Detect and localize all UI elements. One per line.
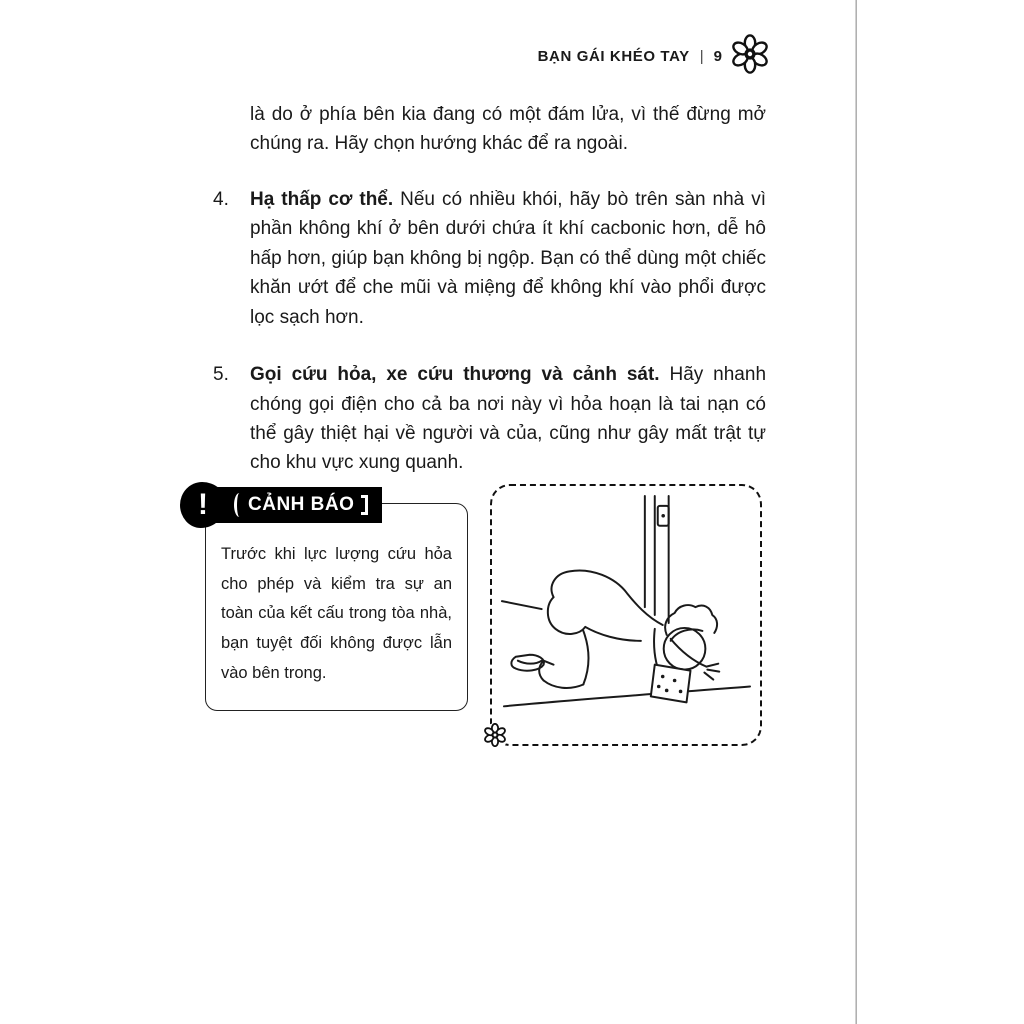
warning-banner bbox=[198, 487, 382, 523]
flower-icon bbox=[730, 34, 770, 79]
warning-box bbox=[198, 488, 468, 711]
page-header bbox=[538, 34, 770, 79]
intro-paragraph: là do ở phía bên kia đang có một đám lửa, vì thế đừng mở chúng ra. Hãy chọn hướng khác để ra ngoài. bbox=[250, 104, 766, 155]
list-item-body: Hãy nhanh chóng gọi điện cho cả ba nơi này vì hỏa hoạn là tai nạn có thể gây thiệt hại về người và của, cũng như gây mất trật tự cho khu vực xung quanh. bbox=[250, 364, 767, 474]
list-item bbox=[213, 185, 766, 332]
list-item-body: Nếu có nhiều khói, hãy bò trên sàn nhà vì phần không khí ở bên dưới chứa ít khí cacbonic hơn, dễ hô hấp hơn, giúp bạn không bị ngộp. Bạn có thể dùng một chiếc khăn ướt để che mũi và miệng để không khí vào phổi được lọc sạch hơn. bbox=[250, 188, 766, 328]
warning-title: CẢNH BÁO bbox=[248, 494, 355, 515]
crawling-person-illustration bbox=[496, 490, 756, 740]
flower-icon bbox=[483, 723, 507, 752]
illustration-frame bbox=[490, 484, 762, 746]
exclamation-icon bbox=[180, 482, 226, 528]
header-separator: | bbox=[699, 48, 704, 65]
list-item-lead: Gọi cứu hỏa, xe cứu thương và cảnh sát. bbox=[250, 364, 660, 386]
list-item-text bbox=[250, 360, 766, 478]
banner-paren-icon bbox=[234, 493, 243, 517]
list-number: 5. bbox=[213, 364, 229, 386]
page-edge-line bbox=[855, 0, 857, 1024]
page-content bbox=[213, 100, 766, 506]
page-number: 9 bbox=[713, 48, 722, 65]
list-item-lead: Hạ thấp cơ thể. bbox=[250, 188, 394, 210]
warning-body: Trước khi lực lượng cứu hỏa cho phép và kiểm tra sự an toàn của kết cấu trong tòa nhà, bạn tuyệt đối không được lẫn vào bên trong. bbox=[221, 545, 452, 682]
banner-bracket-icon bbox=[361, 495, 368, 515]
list-item bbox=[213, 360, 766, 478]
exclamation-mark: ! bbox=[198, 488, 208, 521]
list-item-text bbox=[250, 185, 766, 332]
book-title: BẠN GÁI KHÉO TAY bbox=[537, 48, 690, 65]
list-number: 4. bbox=[213, 188, 229, 210]
